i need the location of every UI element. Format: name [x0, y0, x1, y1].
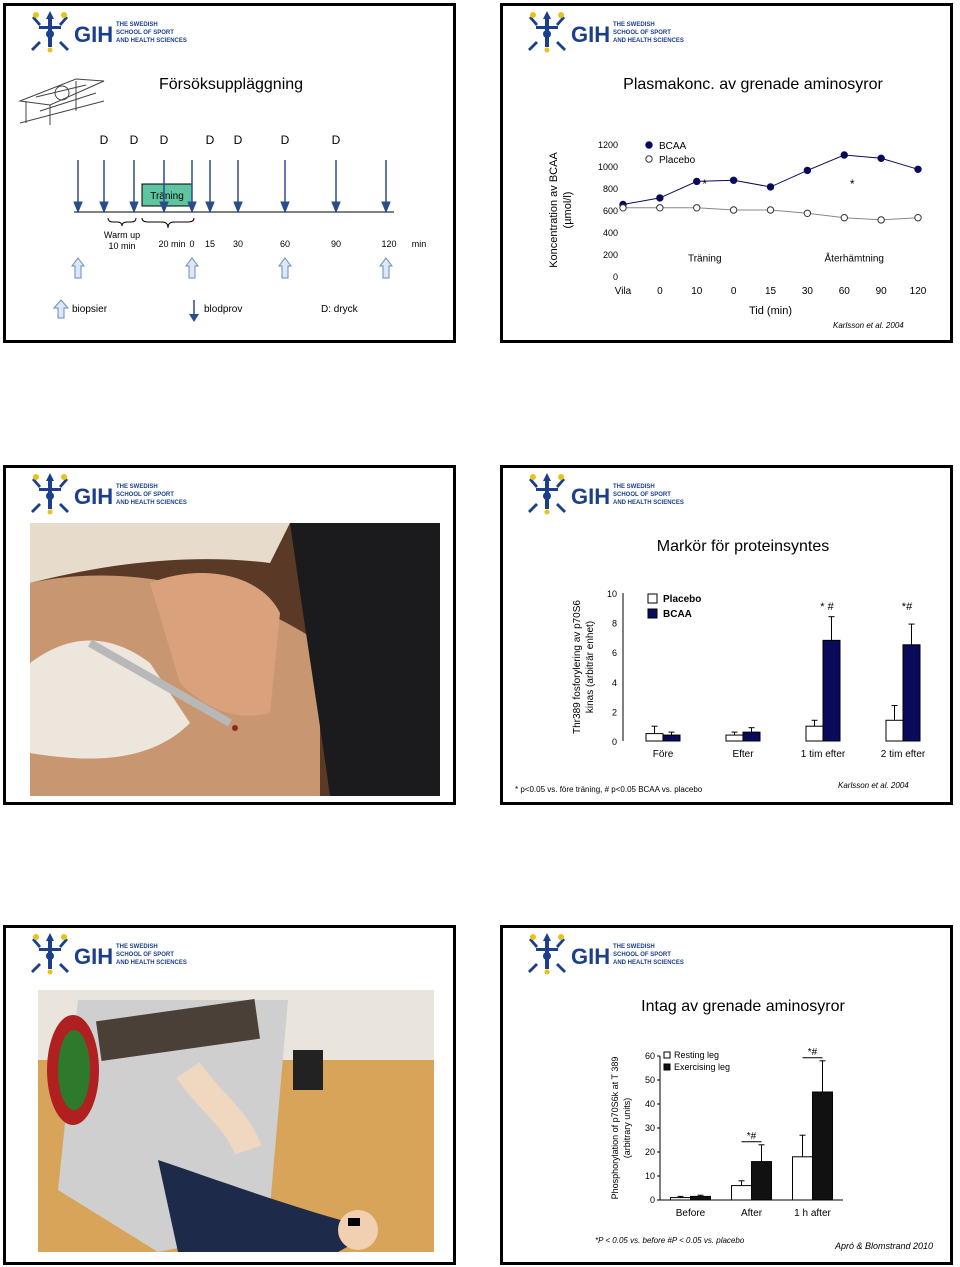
y-tick-label: 0: [649, 1195, 655, 1205]
y-axis-label-line2: kinas (arbiträr enhet): [585, 620, 596, 714]
data-point-bcaa: [694, 178, 700, 184]
data-point-placebo: [915, 215, 921, 221]
svg-text:GIH: GIH: [74, 484, 114, 509]
y-tick-label: 0: [611, 737, 617, 747]
segment-label-recovery: Återhämtning: [824, 253, 884, 265]
significance-mark: *: [849, 177, 855, 191]
svg-text:SCHOOL OF SPORT: SCHOOL OF SPORT: [613, 492, 671, 498]
legend-swatch-resting-leg: [664, 1052, 670, 1058]
legend-marker-placebo: [646, 156, 652, 162]
drink-arrow-head-icon: [188, 202, 196, 212]
legend-label: BCAA: [659, 141, 687, 152]
legend-blood: blodprov: [204, 304, 243, 315]
citation: Apró & Blomstrand 2010: [835, 1241, 934, 1251]
slide-title: Intag av grenade aminosyror: [641, 998, 845, 1015]
time-tick-label: 90: [330, 239, 342, 249]
drink-arrow-head-icon: [100, 202, 108, 212]
data-point-placebo: [878, 217, 884, 223]
data-point-bcaa: [804, 167, 810, 173]
svg-text:AND HEALTH SCIENCES: AND HEALTH SCIENCES: [613, 960, 684, 966]
biopsy-arrow-icon: [51, 298, 71, 320]
y-tick-label: 10: [606, 589, 617, 599]
y-tick-label: 8: [611, 618, 617, 629]
x-tick-label: 30: [801, 286, 813, 297]
data-point-bcaa: [915, 166, 921, 172]
drink-arrow-head-icon: [332, 202, 340, 212]
y-axis-label-line2: (arbitrary units): [622, 1097, 632, 1159]
svg-text:AND HEALTH SCIENCES: AND HEALTH SCIENCES: [116, 960, 187, 966]
svg-text:GIH: GIH: [571, 22, 611, 47]
x-tick-label: Efter: [732, 749, 754, 760]
slide-title: Markör för proteinsyntes: [656, 538, 830, 555]
svg-text:SCHOOL OF SPORT: SCHOOL OF SPORT: [613, 952, 671, 958]
data-point-bcaa: [841, 152, 847, 158]
y-axis-label: Phosphorylation of p70S6k at T 389: [610, 1056, 620, 1200]
brand-text: GIH: [74, 22, 114, 47]
biopsy-arrow-icon: [72, 258, 84, 278]
y-tick-label: 200: [602, 250, 618, 260]
drink-arrow-head-icon: [206, 202, 214, 212]
leg-press-photo: [38, 990, 434, 1252]
significance-mark: *#: [807, 1046, 818, 1058]
y-tick-label: 50: [644, 1075, 655, 1085]
study-timeline: [56, 126, 456, 336]
y-tick-label: 40: [644, 1099, 655, 1109]
svg-text:SCHOOL OF SPORT: SCHOOL OF SPORT: [116, 492, 174, 498]
x-tick-label: Vila: [614, 286, 632, 297]
drink-d-label: D: [99, 133, 109, 147]
slide-study-design: [3, 3, 456, 343]
y-axis-label-unit: (µmol/l): [562, 191, 574, 229]
gih-logo: [503, 468, 763, 516]
x-tick-label: 120: [909, 286, 927, 297]
gih-logo: [503, 928, 763, 976]
significance-mark: * #: [820, 601, 834, 613]
significance-mark: *#: [746, 1130, 757, 1142]
gih-logo: [503, 6, 763, 54]
slide-bcaa-intake: [500, 925, 953, 1265]
significance-mark: *: [702, 177, 708, 191]
time-tick-label: 120: [381, 239, 397, 249]
footnote: * p<0.05 vs. före träning, # p<0.05 BCAA vs. placebo: [515, 785, 703, 794]
p70s6k-bar-chart: [568, 583, 953, 763]
legend-label: Placebo: [663, 594, 702, 605]
svg-text:GIH: GIH: [74, 944, 114, 969]
drink-d-label: D: [129, 133, 139, 147]
y-tick-label: 60: [644, 1051, 655, 1061]
svg-text:AND HEALTH SCIENCES: AND HEALTH SCIENCES: [613, 38, 684, 44]
slide-bcaa-plasma: [500, 3, 953, 343]
segment-label-training: Träning: [687, 253, 722, 265]
slide-title: Försöksuppläggning: [158, 76, 304, 93]
y-axis-label: Thr389 fosforylering av p70S6: [572, 600, 583, 734]
bar-resting-leg: [732, 1186, 752, 1200]
legend-swatch-exercising-leg: [664, 1064, 670, 1070]
data-point-bcaa: [767, 184, 773, 190]
svg-text:10 min: 10 min: [108, 241, 136, 251]
time-tick-label: 15: [204, 239, 216, 249]
slide-banner: [503, 928, 950, 976]
x-tick-label: 10: [691, 286, 703, 297]
svg-text:Warm up: Warm up: [103, 230, 141, 240]
svg-text:SCHOOL OF SPORT: SCHOOL OF SPORT: [116, 952, 174, 958]
slide-title: Plasmakonc. av grenade aminosyror: [623, 76, 883, 93]
y-tick-label: 10: [644, 1171, 655, 1181]
data-point-placebo: [767, 207, 773, 213]
slide-banner: [503, 6, 950, 54]
time-tick-label: 0: [189, 239, 195, 249]
svg-text:THE SWEDISH: THE SWEDISH: [116, 484, 158, 490]
slide-banner: [503, 468, 950, 516]
gih-logo: [6, 468, 266, 516]
x-tick-label: 1 h after: [794, 1208, 831, 1219]
drink-d-label: D: [331, 133, 341, 147]
blood-arrow-icon: [186, 298, 202, 324]
y-tick-label: 2: [611, 707, 617, 718]
y-tick-label: 30: [644, 1123, 655, 1133]
y-tick-label: 600: [602, 206, 618, 216]
bar-bcaa: [743, 732, 760, 741]
x-tick-label: 2 tim efter: [880, 749, 926, 760]
legend-drink: D: dryck: [321, 304, 358, 315]
significance-mark: *#: [901, 601, 913, 613]
svg-text:THE SWEDISH: THE SWEDISH: [613, 484, 655, 490]
slide-banner: [6, 928, 453, 976]
y-tick-label: 1200: [597, 140, 618, 150]
x-tick-label: 60: [838, 286, 850, 297]
y-tick-label: 0: [612, 272, 618, 282]
svg-text:GIH: GIH: [571, 944, 611, 969]
biopsy-photo: [30, 523, 440, 796]
svg-text:AND HEALTH SCIENCES: AND HEALTH SCIENCES: [116, 38, 187, 44]
legend-label: Resting leg: [674, 1050, 720, 1060]
bar-placebo: [726, 735, 743, 741]
time-tick-label: 60: [279, 239, 291, 249]
svg-text:THE SWEDISH: THE SWEDISH: [613, 944, 655, 950]
bar-placebo: [806, 726, 823, 741]
slide-banner: [6, 6, 453, 54]
x-tick-label: 0: [730, 286, 737, 297]
svg-text:THE SWEDISH: THE SWEDISH: [613, 22, 655, 28]
bar-exercising-leg: [813, 1092, 833, 1200]
x-tick-label: 90: [875, 286, 887, 297]
legend-swatch-placebo: [648, 594, 657, 603]
bar-resting-leg: [671, 1198, 691, 1200]
x-tick-label: Before: [675, 1208, 706, 1219]
time-tick-label: 20 min: [158, 239, 186, 249]
legend-swatch-bcaa: [648, 609, 657, 618]
legend-biopsy: biopsier: [72, 304, 108, 315]
bar-bcaa: [903, 645, 920, 741]
y-tick-label: 400: [602, 228, 618, 238]
data-point-placebo: [841, 215, 847, 221]
y-tick-label: 20: [644, 1147, 655, 1157]
svg-text:SCHOOL OF SPORT: SCHOOL OF SPORT: [613, 30, 671, 36]
x-tick-label: After: [740, 1208, 763, 1219]
drink-arrow-head-icon: [160, 202, 168, 212]
leg-press-sketch-icon: [16, 71, 106, 126]
gih-logo: [6, 928, 266, 976]
x-tick-label: 0: [657, 286, 663, 297]
time-tick-label: min: [411, 239, 427, 249]
biopsy-arrow-icon: [186, 258, 198, 278]
x-tick-label: 15: [764, 286, 777, 297]
legend-label: Exercising leg: [674, 1062, 731, 1072]
data-point-placebo: [804, 210, 810, 216]
data-point-bcaa: [878, 155, 884, 161]
drink-arrow-head-icon: [281, 202, 289, 212]
apro-bar-chart: [608, 1040, 853, 1230]
svg-text:AND HEALTH SCIENCES: AND HEALTH SCIENCES: [116, 500, 187, 506]
time-tick-label: 30: [232, 239, 244, 249]
drink-arrow-head-icon: [234, 202, 242, 212]
x-tick-label: Före: [652, 749, 674, 760]
legend-label: BCAA: [663, 609, 692, 620]
svg-text:THE SWEDISH: THE SWEDISH: [116, 944, 158, 950]
citation: Karlsson et al. 2004: [833, 321, 904, 330]
bar-placebo: [646, 734, 663, 741]
slide-biopsy-photo: [3, 465, 456, 805]
slide-leg-press-photo: [3, 925, 456, 1265]
y-tick-label: 4: [611, 677, 617, 688]
bar-exercising-leg: [691, 1196, 711, 1200]
data-point-bcaa: [657, 195, 663, 201]
drink-d-label: D: [233, 133, 243, 147]
legend-marker-bcaa: [646, 142, 652, 148]
footnote: *P < 0.05 vs. before #P < 0.05 vs. placebo: [595, 1236, 745, 1245]
svg-text:SCHOOL OF SPORT: SCHOOL OF SPORT: [116, 30, 174, 36]
y-axis-label: Koncentration av BCAA: [548, 152, 560, 268]
citation: Karlsson et al. 2004: [838, 781, 909, 790]
data-point-placebo: [620, 205, 626, 211]
data-point-placebo: [657, 205, 663, 211]
gih-logo: [6, 6, 266, 54]
y-tick-label: 1000: [597, 162, 618, 172]
slide-banner: [6, 468, 453, 516]
biopsy-arrow-icon: [279, 258, 291, 278]
bar-resting-leg: [793, 1157, 813, 1200]
drink-d-label: D: [205, 133, 215, 147]
drink-d-label: D: [159, 133, 169, 147]
slide-protein-synthesis: [500, 465, 953, 805]
bar-bcaa: [663, 735, 680, 741]
drink-arrow-head-icon: [74, 202, 82, 212]
svg-text:THE SWEDISH: THE SWEDISH: [116, 22, 158, 28]
x-tick-label: 1 tim efter: [800, 749, 846, 760]
x-axis-label: Tid (min): [749, 305, 792, 317]
data-point-placebo: [694, 205, 700, 211]
bar-exercising-leg: [752, 1162, 772, 1200]
y-tick-label: 6: [611, 648, 617, 659]
bar-placebo: [886, 720, 903, 741]
data-point-bcaa: [730, 177, 736, 183]
data-point-placebo: [730, 207, 736, 213]
svg-text:GIH: GIH: [571, 484, 611, 509]
bar-bcaa: [823, 640, 840, 741]
biopsy-arrow-icon: [380, 258, 392, 278]
svg-text:AND HEALTH SCIENCES: AND HEALTH SCIENCES: [613, 500, 684, 506]
training-box-label: Träning: [150, 191, 184, 202]
drink-arrow-head-icon: [382, 202, 390, 212]
y-tick-label: 800: [602, 184, 618, 194]
drink-d-label: D: [280, 133, 290, 147]
drink-arrow-head-icon: [130, 202, 138, 212]
legend-label: Placebo: [659, 155, 696, 166]
bcaa-line-chart: [543, 134, 943, 324]
